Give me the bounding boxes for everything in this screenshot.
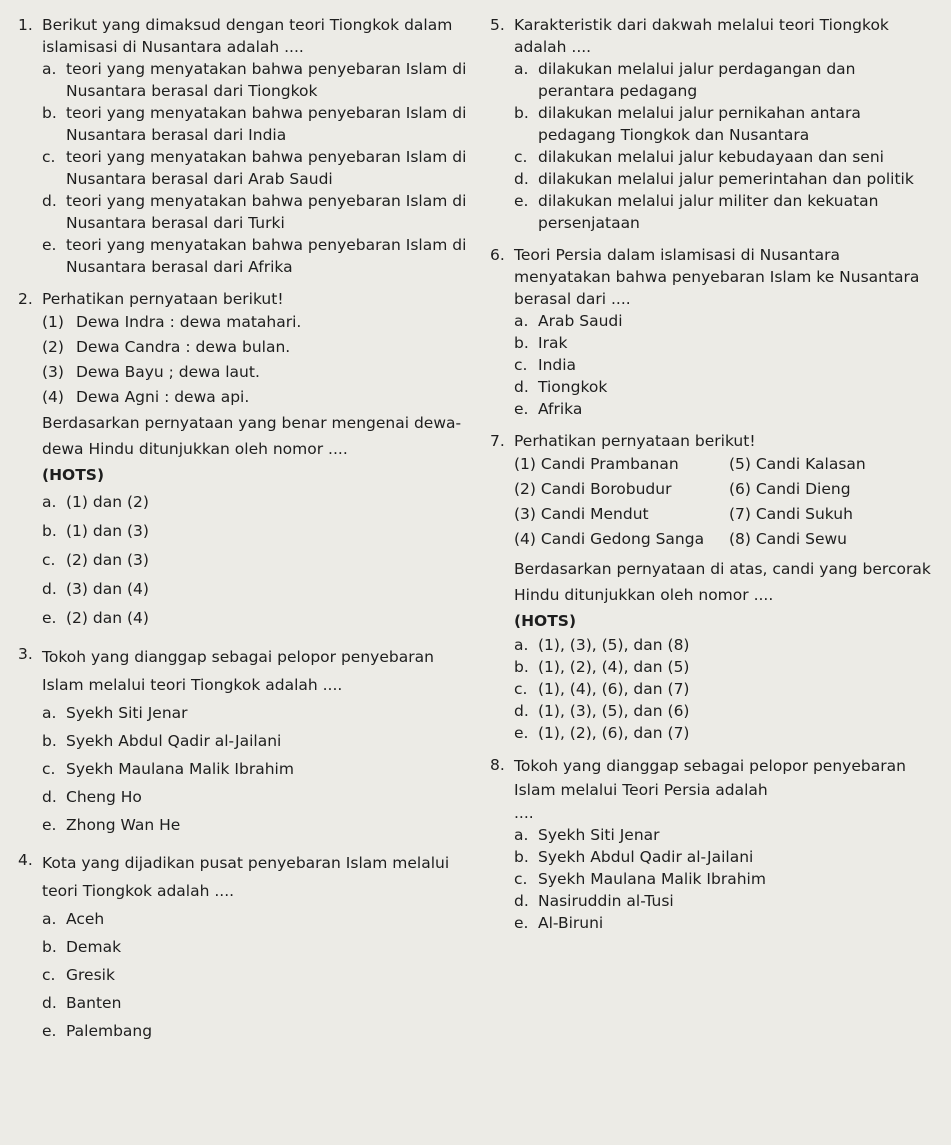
question-number: 3.: [18, 645, 33, 663]
option-e: [42, 234, 473, 278]
option-text: Syekh Siti Jenar: [538, 826, 660, 844]
option-letter: b.: [42, 104, 57, 122]
option-letter: b.: [42, 522, 57, 540]
question-4: [18, 849, 473, 1045]
option-a: [42, 488, 473, 517]
option-letter: a.: [42, 493, 57, 511]
option-letter: c.: [42, 148, 56, 166]
item-number: (1): [514, 455, 536, 473]
option-text: teori yang menyatakan bahwa penyebaran Islam di Nusantara berasal dari Turki: [66, 192, 467, 232]
option-a: [42, 699, 473, 727]
option-c: [514, 146, 935, 168]
option-c: [514, 354, 935, 376]
option-d: [514, 890, 935, 912]
option-text: dilakukan melalui jalur kebudayaan dan seni: [538, 148, 884, 166]
item-text: Candi Sukuh: [755, 505, 853, 523]
option-letter: e.: [42, 1022, 57, 1040]
option-text: Cheng Ho: [66, 788, 142, 806]
statement: [42, 385, 473, 410]
left-column: [18, 14, 473, 1055]
question-text: Perhatikan pernyataan berikut!: [514, 432, 756, 450]
option-text: dilakukan melalui jalur pemerintahan dan politik: [538, 170, 914, 188]
instruction-text: Berdasarkan pernyataan di atas, candi yang bercorak Hindu ditunjukkan oleh nomor ....: [514, 560, 931, 604]
ellipsis-text: ....: [514, 804, 534, 822]
question-2: [18, 288, 473, 633]
option-letter: d.: [514, 702, 529, 720]
item-number: (2): [514, 480, 536, 498]
option-a: [514, 58, 935, 102]
option-letter: a.: [514, 312, 529, 330]
instruction-text: Berdasarkan pernyataan yang benar mengenai dewa-dewa Hindu ditunjukkan oleh nomor ....: [42, 414, 462, 458]
option-b: [42, 727, 473, 755]
option-letter: e.: [514, 192, 529, 210]
option-b: [514, 846, 935, 868]
question-number: 7.: [490, 432, 505, 450]
option-text: (1), (4), (6), dan (7): [538, 680, 690, 698]
option-text: Arab Saudi: [538, 312, 623, 330]
option-c: [514, 868, 935, 890]
question-text: Tokoh yang dianggap sebagai pelopor penyebaran Islam melalui teori Tiongkok adalah ....: [42, 648, 434, 694]
question-6: [490, 244, 935, 420]
item-text: Candi Prambanan: [540, 455, 679, 473]
option-letter: e.: [42, 609, 57, 627]
question-5: [490, 14, 935, 234]
option-letter: e.: [42, 816, 57, 834]
question-number: 6.: [490, 246, 505, 264]
option-letter: a.: [42, 704, 57, 722]
option-letter: b.: [514, 334, 529, 352]
list-item: [514, 527, 729, 552]
option-letter: b.: [514, 848, 529, 866]
option-text: Demak: [66, 938, 122, 956]
option-letter: d.: [514, 378, 529, 396]
question-text: Karakteristik dari dakwah melalui teori Tiongkok adalah ....: [514, 16, 889, 56]
item-text: Candi Gedong Sanga: [540, 530, 705, 548]
option-text: Syekh Abdul Qadir al-Jailani: [66, 732, 282, 750]
option-e: [514, 722, 935, 744]
candi-list: [514, 452, 935, 552]
item-text: Candi Borobudur: [540, 480, 672, 498]
item-text: Candi Dieng: [755, 480, 851, 498]
option-text: dilakukan melalui jalur perdagangan dan perantara pedagang: [538, 60, 856, 100]
option-letter: d.: [42, 192, 57, 210]
list-item: [514, 502, 729, 527]
option-letter: d.: [514, 892, 529, 910]
option-a: [514, 310, 935, 332]
question-number: 4.: [18, 851, 33, 869]
question-number: 8.: [490, 756, 505, 774]
option-text: dilakukan melalui jalur militer dan kekuatan persenjataan: [538, 192, 879, 232]
option-letter: c.: [42, 760, 56, 778]
statement-number: (1): [42, 313, 64, 331]
option-text: (1), (3), (5), dan (8): [538, 636, 690, 654]
option-text: (1) dan (2): [66, 493, 149, 511]
option-text: Al-Biruni: [538, 914, 604, 932]
option-a: [514, 634, 935, 656]
option-text: Zhong Wan He: [66, 816, 181, 834]
question-8: [490, 754, 935, 934]
option-a: [42, 905, 473, 933]
option-text: (1), (3), (5), dan (6): [538, 702, 690, 720]
statement-text: Dewa Bayu ; dewa laut.: [76, 363, 260, 381]
option-d: [42, 989, 473, 1017]
option-letter: d.: [42, 994, 57, 1012]
option-a: [42, 58, 473, 102]
option-letter: b.: [514, 104, 529, 122]
item-number: (4): [514, 530, 536, 548]
hots-label: (HOTS): [42, 466, 105, 484]
statement-text: Dewa Indra : dewa matahari.: [76, 313, 302, 331]
question-text: Teori Persia dalam islamisasi di Nusantara menyatakan bahwa penyebaran Islam ke Nusantara berasal dari ....: [514, 246, 920, 308]
option-letter: a.: [42, 910, 57, 928]
option-text: Syekh Maulana Malik Ibrahim: [66, 760, 294, 778]
option-letter: b.: [42, 732, 57, 750]
item-number: (7): [729, 505, 751, 523]
option-text: (1) dan (3): [66, 522, 149, 540]
option-letter: b.: [514, 658, 529, 676]
question-number: 2.: [18, 290, 33, 308]
option-e: [42, 604, 473, 633]
item-text: Candi Kalasan: [755, 455, 866, 473]
option-text: Palembang: [66, 1022, 153, 1040]
option-d: [42, 575, 473, 604]
option-letter: e.: [42, 236, 57, 254]
option-text: teori yang menyatakan bahwa penyebaran Islam di Nusantara berasal dari India: [66, 104, 467, 144]
hots-label: (HOTS): [514, 612, 577, 630]
option-letter: a.: [514, 636, 529, 654]
option-text: (3) dan (4): [66, 580, 149, 598]
option-text: (2) dan (4): [66, 609, 149, 627]
item-text: Candi Mendut: [540, 505, 649, 523]
option-letter: d.: [42, 788, 57, 806]
option-e: [514, 912, 935, 934]
option-text: teori yang menyatakan bahwa penyebaran Islam di Nusantara berasal dari Arab Saudi: [66, 148, 467, 188]
option-letter: a.: [42, 60, 57, 78]
option-e: [42, 1017, 473, 1045]
option-text: Banten: [66, 994, 122, 1012]
option-c: [42, 755, 473, 783]
option-c: [42, 146, 473, 190]
statement-text: Dewa Agni : dewa api.: [76, 388, 250, 406]
option-b: [514, 656, 935, 678]
option-text: (1), (2), (4), dan (5): [538, 658, 690, 676]
option-letter: c.: [42, 551, 56, 569]
option-text: Nasiruddin al-Tusi: [538, 892, 674, 910]
statement-number: (2): [42, 338, 64, 356]
list-item: [729, 502, 929, 527]
question-1: [18, 14, 473, 278]
option-letter: c.: [514, 148, 528, 166]
option-b: [42, 933, 473, 961]
option-text: Gresik: [66, 966, 115, 984]
option-text: dilakukan melalui jalur pernikahan antara pedagang Tiongkok dan Nusantara: [538, 104, 861, 144]
option-text: (1), (2), (6), dan (7): [538, 724, 690, 742]
list-item: [514, 452, 729, 477]
statement: [42, 360, 473, 385]
option-text: Aceh: [66, 910, 105, 928]
option-b: [42, 102, 473, 146]
option-e: [42, 811, 473, 839]
option-letter: d.: [514, 170, 529, 188]
statement-number: (3): [42, 363, 64, 381]
option-d: [514, 168, 935, 190]
question-text: Tokoh yang dianggap sebagai pelopor penyebaran Islam melalui Teori Persia adalah: [514, 757, 906, 799]
option-d: [42, 783, 473, 811]
option-text: (2) dan (3): [66, 551, 149, 569]
item-number: (3): [514, 505, 536, 523]
option-letter: e.: [514, 400, 529, 418]
option-text: Syekh Abdul Qadir al-Jailani: [538, 848, 754, 866]
option-d: [42, 190, 473, 234]
statement: [42, 335, 473, 360]
question-text: Perhatikan pernyataan berikut!: [42, 290, 284, 308]
question-3: [18, 643, 473, 839]
option-d: [514, 376, 935, 398]
item-text: Candi Sewu: [755, 530, 847, 548]
option-e: [514, 398, 935, 420]
option-text: Tiongkok: [538, 378, 608, 396]
question-number: 5.: [490, 16, 505, 34]
option-b: [514, 332, 935, 354]
option-text: India: [538, 356, 577, 374]
option-text: Irak: [538, 334, 568, 352]
option-letter: c.: [42, 966, 56, 984]
option-a: [514, 824, 935, 846]
list-item: [729, 452, 929, 477]
option-b: [514, 102, 935, 146]
option-text: Syekh Maulana Malik Ibrahim: [538, 870, 766, 888]
option-text: Syekh Siti Jenar: [66, 704, 188, 722]
option-letter: a.: [514, 60, 529, 78]
option-c: [514, 678, 935, 700]
list-item: [514, 477, 729, 502]
option-e: [514, 190, 935, 234]
option-letter: c.: [514, 870, 528, 888]
option-text: teori yang menyatakan bahwa penyebaran Islam di Nusantara berasal dari Afrika: [66, 236, 467, 276]
option-letter: b.: [42, 938, 57, 956]
option-text: Afrika: [538, 400, 583, 418]
question-text: Berikut yang dimaksud dengan teori Tiongkok dalam islamisasi di Nusantara adalah ....: [42, 16, 453, 56]
option-c: [42, 546, 473, 575]
option-letter: c.: [514, 680, 528, 698]
option-letter: d.: [42, 580, 57, 598]
option-letter: e.: [514, 724, 529, 742]
option-letter: a.: [514, 826, 529, 844]
option-c: [42, 961, 473, 989]
question-number: 1.: [18, 16, 33, 34]
item-number: (6): [729, 480, 751, 498]
list-item: [729, 477, 929, 502]
list-item: [729, 527, 929, 552]
item-number: (5): [729, 455, 751, 473]
statement-text: Dewa Candra : dewa bulan.: [76, 338, 291, 356]
option-b: [42, 517, 473, 546]
item-number: (8): [729, 530, 751, 548]
statement: [42, 310, 473, 335]
option-letter: c.: [514, 356, 528, 374]
statement-number: (4): [42, 388, 64, 406]
option-letter: e.: [514, 914, 529, 932]
question-7: [490, 430, 935, 744]
right-column: [490, 14, 935, 944]
option-d: [514, 700, 935, 722]
option-text: teori yang menyatakan bahwa penyebaran Islam di Nusantara berasal dari Tiongkok: [66, 60, 467, 100]
question-text: Kota yang dijadikan pusat penyebaran Islam melalui teori Tiongkok adalah ....: [42, 854, 450, 900]
